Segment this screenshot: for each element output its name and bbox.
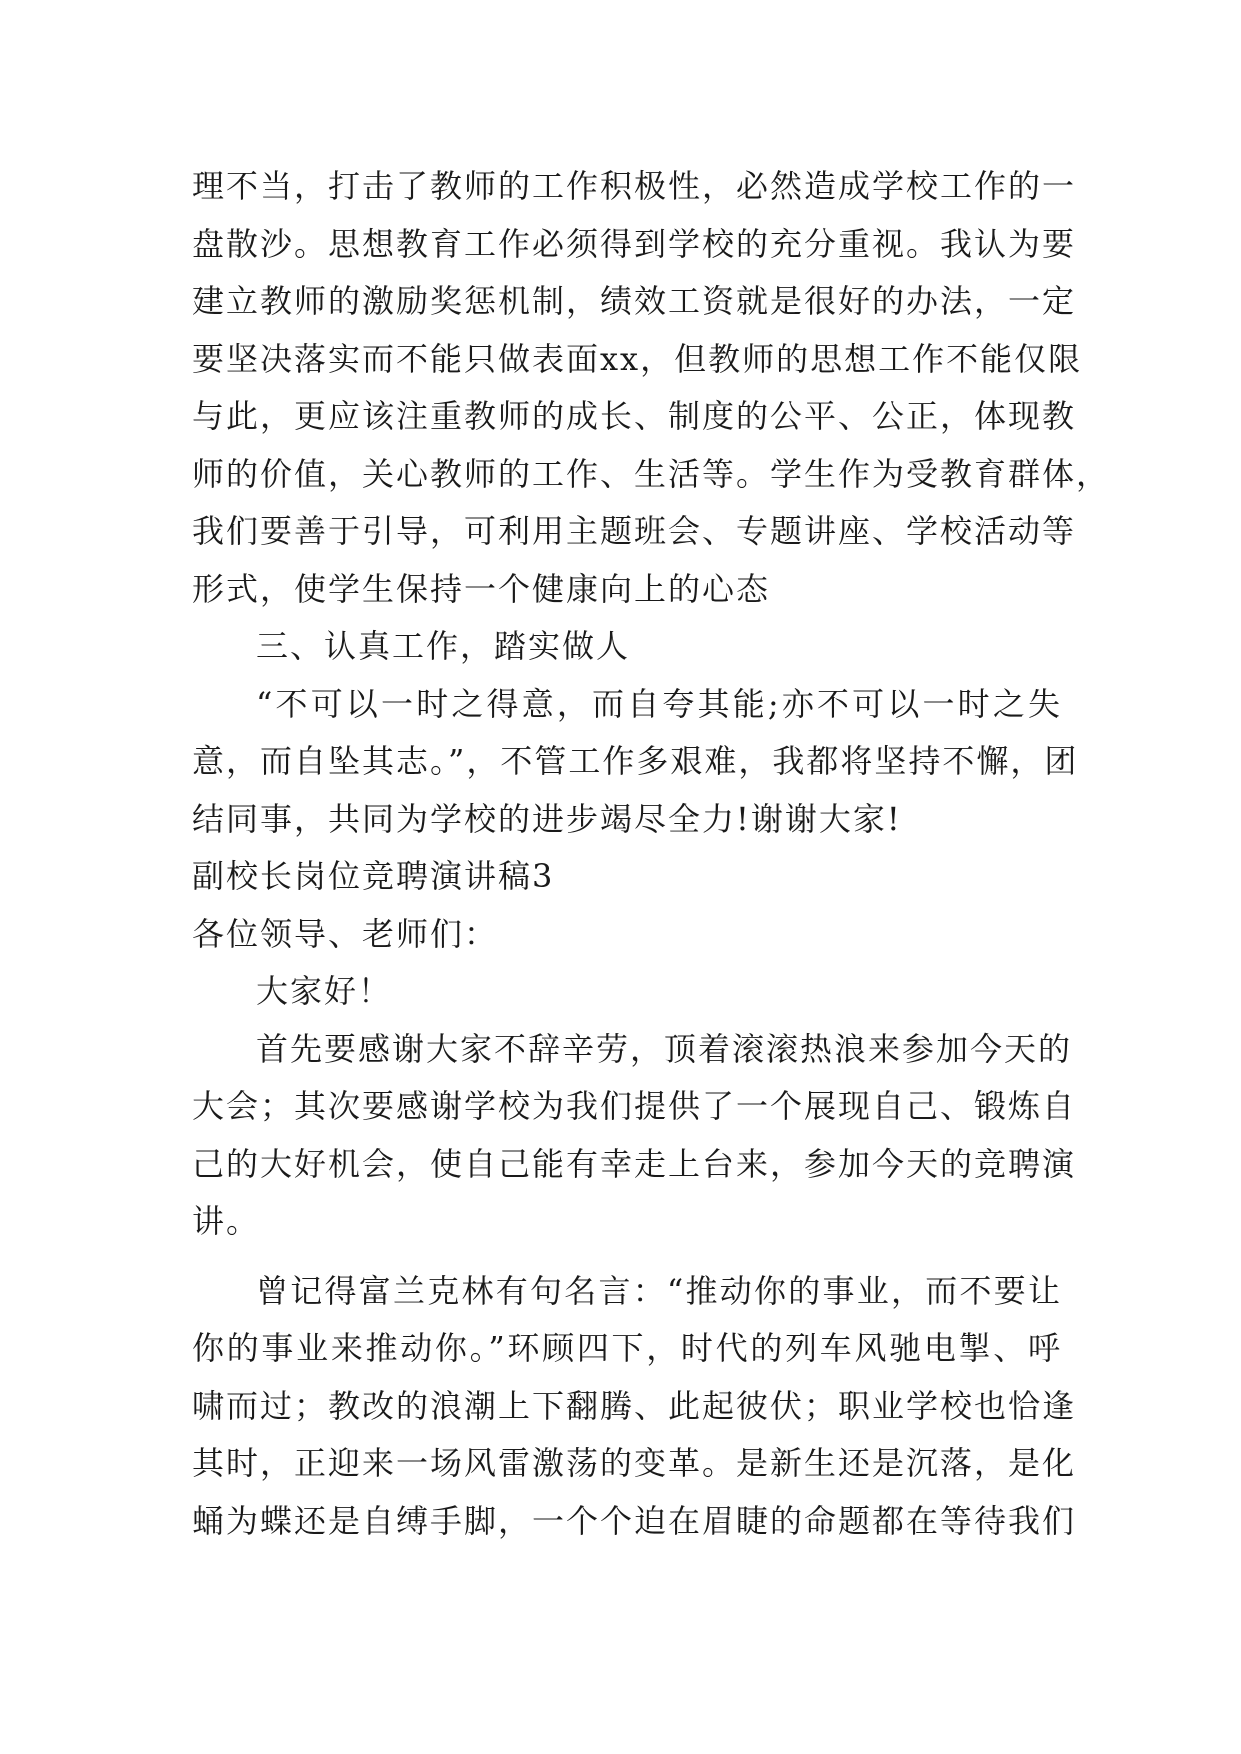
text-line: 己的大好机会，使自己能有幸走上台来，参加今天的竞聘演 [192, 1144, 1077, 1183]
text-line: 师的价值，关心教师的工作、生活等。学生作为受教育群体， [192, 454, 1111, 493]
salutation: 各位领导、老师们： [192, 914, 499, 953]
text-line: 曾记得富兰克林有句名言：“推动你的事业，而不要让 [256, 1271, 1062, 1310]
text-line: 盘散沙。思想教育工作必须得到学校的充分重视。我认为要 [192, 224, 1077, 263]
text-line: 理不当，打击了教师的工作积极性，必然造成学校工作的一 [192, 167, 1077, 205]
text-line: 你的事业来推动你。”环顾四下，时代的列车风驰电掣、呼 [192, 1329, 1062, 1367]
text-line: 意，而自坠其志。”，不管工作多艰难，我都将坚持不懈，团 [192, 742, 1079, 780]
text-line: 其时，正迎来一场风雷激荡的变革。是新生还是沉落，是化 [192, 1444, 1077, 1482]
section-heading: 三、认真工作，踏实做人 [256, 627, 631, 665]
text-line: 啸而过；教改的浪潮上下翻腾、此起彼伏；职业学校也恰逢 [192, 1386, 1077, 1425]
text-line: 讲。 [192, 1202, 261, 1240]
text-line: “不可以一时之得意，而自夸其能;亦不可以一时之失 [256, 684, 1062, 723]
text-line: 大会；其次要感谢学校为我们提供了一个展现自己、锻炼自 [192, 1087, 1077, 1125]
text-line: 形式，使学生保持一个健康向上的心态 [192, 569, 771, 608]
text-line: 我们要善于引导，可利用主题班会、专题讲座、学校活动等 [192, 512, 1077, 550]
text-line: 与此，更应该注重教师的成长、制度的公平、公正，体现教 [192, 397, 1077, 435]
text-line: 要坚决落实而不能只做表面xx，但教师的思想工作不能仅限 [192, 339, 1083, 378]
text-line: 结同事，共同为学校的进步竭尽全力!谢谢大家! [192, 799, 902, 838]
text-line: 建立教师的激励奖惩机制，绩效工资就是很好的办法，一定 [192, 282, 1077, 320]
text-line: 蛹为蝶还是自缚手脚，一个个迫在眉睫的命题都在等待我们 [192, 1501, 1077, 1540]
text-line: 首先要感谢大家不辞辛劳，顶着滚滚热浪来参加今天的 [256, 1029, 1073, 1068]
greeting: 大家好！ [256, 972, 393, 1010]
document-body [192, 158, 1111, 1550]
document-title: 副校长岗位竞聘演讲稿3 [192, 857, 555, 895]
